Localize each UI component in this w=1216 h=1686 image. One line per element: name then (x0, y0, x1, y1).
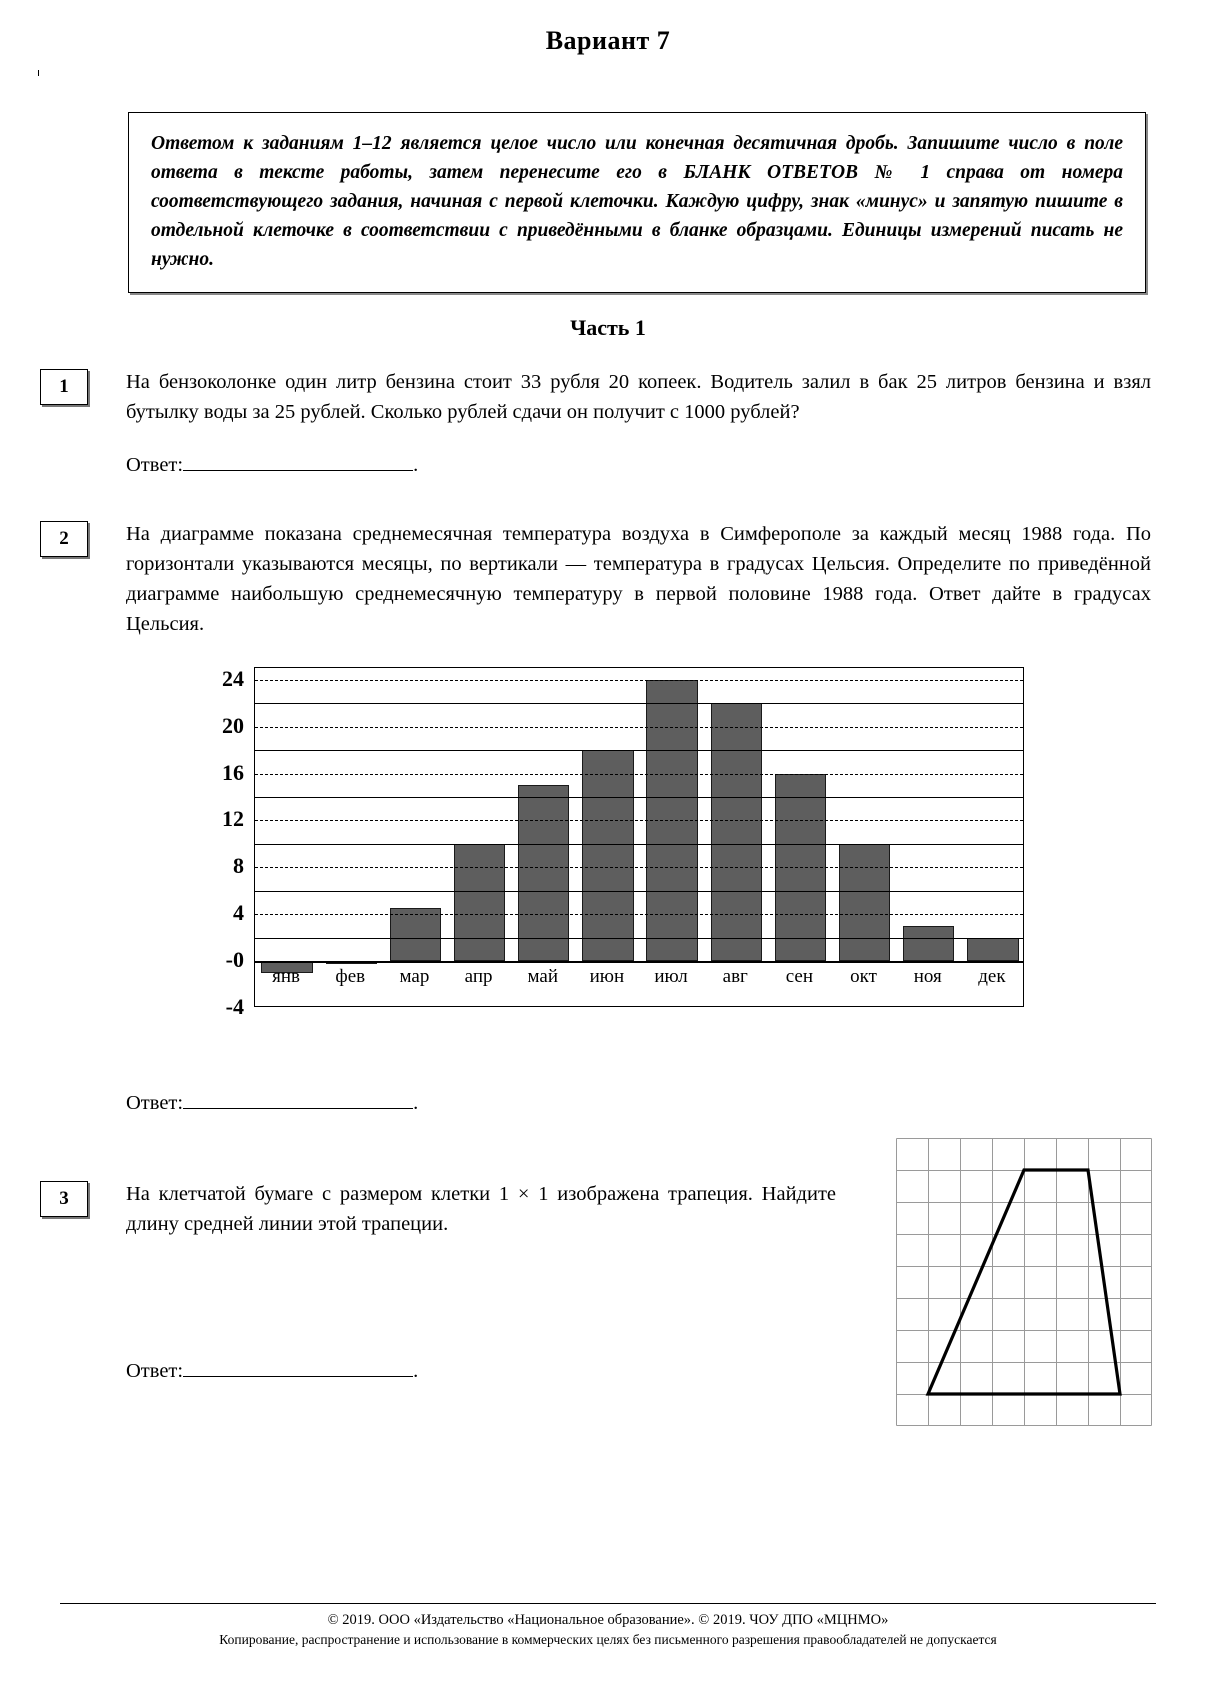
chart-x-tick: авг (722, 966, 748, 988)
task-3-text: На клетчатой бумаге с размером клетки 1 × 1 изображена трапеция. Найдите длину средней линии этой трапеции. (126, 1183, 836, 1235)
chart-x-tick: мар (399, 966, 430, 988)
chart-y-tick: 12 (222, 806, 244, 832)
instruction-text: Ответом к заданиям 1–12 является целое число или конечная десятичная дробь. Запишите число в поле ответа в тексте работы, затем перенесите его в БЛАНК ОТВЕТОВ № 1 справа от номера соответствующего задания, начиная с первой клеточки. Каждую цифру, знак «минус» и запятую пишите в отдельной клеточке в соответствии с приведёнными в бланке образцами. Единицы измерений писать не нужно. (151, 133, 1123, 270)
part-title: Часть 1 (570, 315, 646, 340)
footer (60, 1603, 1156, 1650)
chart-bar (454, 844, 505, 961)
chart-x-tick: янв (272, 966, 301, 988)
task-2-number: 2 (40, 521, 88, 557)
footer-copyright: © 2019. ООО «Издательство «Национальное образование». © 2019. ЧОУ ДПО «МЦНМО» (327, 1612, 889, 1628)
chart-y-tick: -4 (225, 994, 244, 1019)
task-1-text: На бензоколонке один литр бензина стоит 33 рубля 20 копеек. Водитель залил в бак 25 литров бензина и взял бутылку воды за 25 рублей. Сколько рублей сдачи он получит с 1000 рублей? (126, 371, 1151, 423)
document-page (0, 26, 1216, 1686)
answer-blank-2[interactable] (183, 1091, 413, 1109)
chart-x-tick: май (527, 966, 558, 988)
temperature-bar-chart (190, 667, 1030, 1037)
answer-period-2: . (413, 1092, 419, 1114)
chart-gridline (255, 680, 1023, 681)
page-corner-mark (38, 70, 39, 76)
chart-x-tick: окт (850, 966, 877, 988)
chart-x-tick: сен (785, 966, 814, 988)
chart-x-tick: фев (335, 966, 366, 988)
chart-x-tick: июн (589, 966, 625, 988)
answer-label-3: Ответ: (126, 1360, 184, 1382)
chart-gridline (255, 727, 1023, 728)
page-title: Вариант 7 (545, 26, 671, 55)
chart-x-tick: июл (654, 966, 688, 988)
task-2-text: На диаграмме показана среднемесячная температура воздуха в Симферополе за каждый месяц 1988 года. По горизонтали указываются месяцы, по вертикали — температура в градусах Цельсия. Определите по приведённой диаграмме наибольшую среднемесячную температуру в первой половине 1988 года. Ответ дайте в градусах Цельсия. (126, 523, 1151, 635)
chart-bar (903, 926, 954, 961)
answer-blank-1[interactable] (183, 453, 413, 471)
chart-y-tick: 24 (222, 665, 244, 691)
chart-gridline (255, 797, 1023, 798)
chart-bar (711, 703, 762, 961)
chart-gridline (255, 774, 1023, 775)
chart-x-tick: ноя (913, 966, 942, 988)
chart-gridline (255, 938, 1023, 939)
chart-x-axis-labels (254, 966, 1024, 996)
chart-x-tick: апр (464, 966, 493, 988)
chart-zero-axis (255, 961, 1023, 963)
task-1-answer (126, 453, 1151, 477)
chart-gridline (255, 914, 1023, 915)
chart-y-tick: 8 (233, 853, 244, 879)
chart-gridline (255, 891, 1023, 892)
trapezoid-grid-figure (896, 1138, 1156, 1428)
chart-bar (518, 785, 569, 961)
chart-gridline (255, 844, 1023, 845)
chart-gridline (255, 867, 1023, 868)
chart-bar (967, 938, 1018, 961)
chart-gridline (255, 703, 1023, 704)
chart-bar (839, 844, 890, 961)
chart-y-tick: 16 (222, 759, 244, 785)
chart-y-axis-labels (190, 667, 244, 1037)
answer-period-3: . (413, 1360, 419, 1382)
task-1 (40, 367, 1151, 477)
chart-y-tick: -0 (225, 947, 244, 973)
chart-bars (255, 668, 1023, 1006)
task-3-number: 3 (40, 1181, 88, 1217)
chart-y-tick: 20 (222, 712, 244, 738)
task-2-answer (126, 1091, 1151, 1115)
instruction-box (128, 112, 1146, 293)
chart-bar (582, 750, 633, 961)
task-2 (40, 519, 1151, 1115)
answer-label-2: Ответ: (126, 1092, 184, 1114)
answer-blank-3[interactable] (183, 1359, 413, 1377)
chart-gridline (255, 750, 1023, 751)
chart-plot-area (254, 667, 1024, 1007)
task-3-answer (126, 1359, 836, 1383)
footer-notice: Копирование, распространение и использование в коммерческих целях без письменного разрешения правообладателей не допускается (219, 1632, 997, 1647)
task-1-number: 1 (40, 369, 88, 405)
chart-bar (390, 908, 441, 961)
chart-y-tick: 4 (233, 900, 244, 926)
task-3 (40, 1179, 836, 1383)
answer-label-1: Ответ: (126, 454, 184, 476)
chart-gridline (255, 820, 1023, 821)
chart-x-tick: дек (978, 966, 1006, 988)
answer-period-1: . (413, 454, 419, 476)
